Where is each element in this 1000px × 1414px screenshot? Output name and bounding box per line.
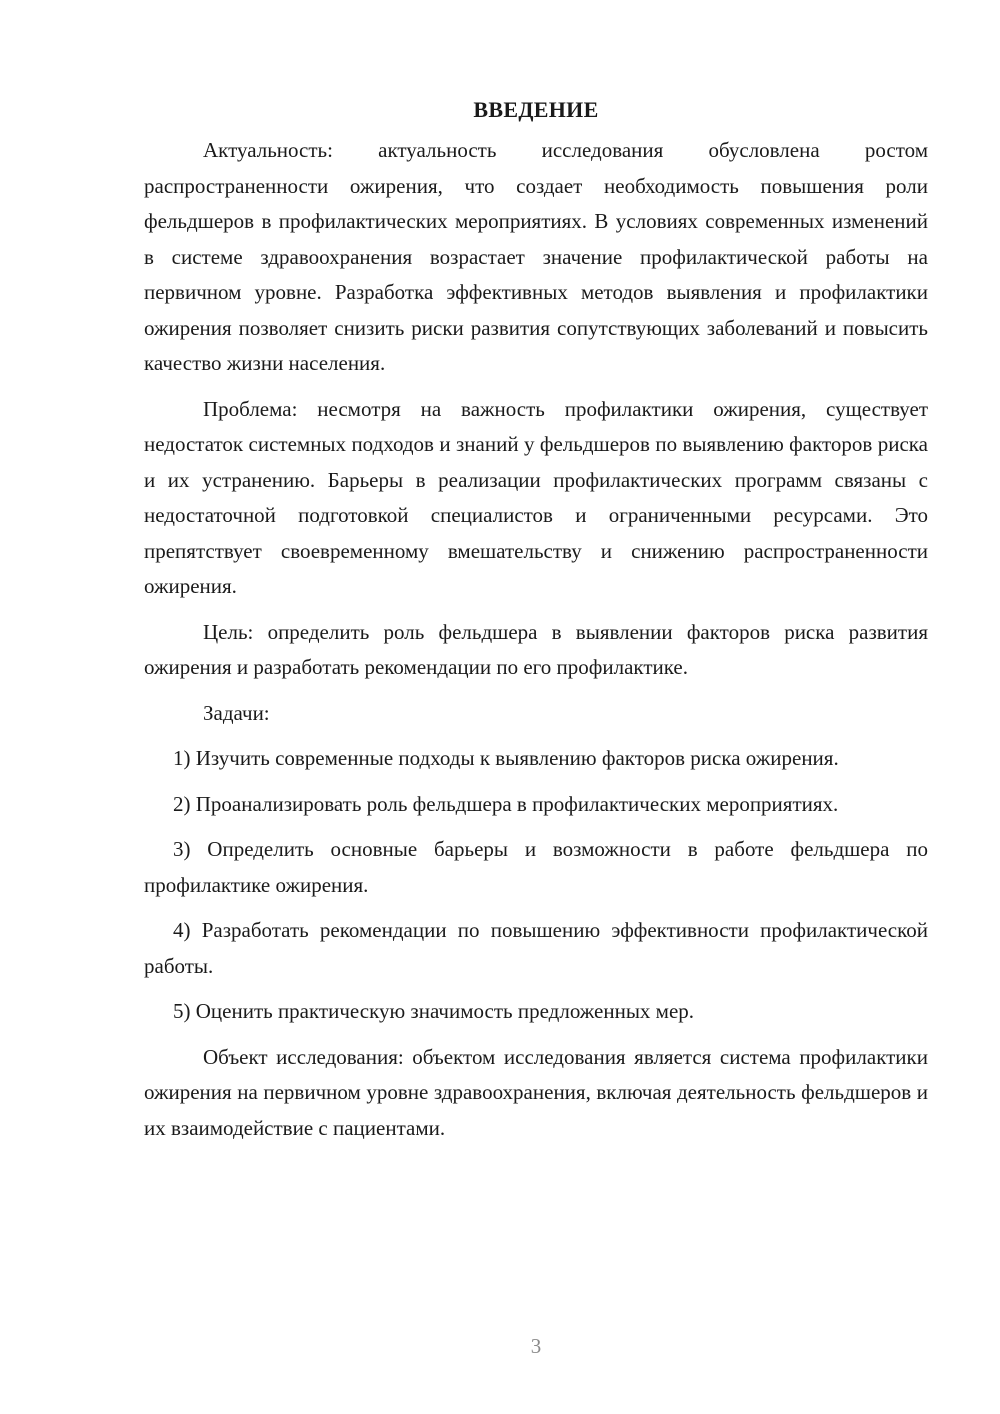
page-number: 3 (530, 1334, 542, 1358)
problem-paragraph: Проблема: несмотря на важность профилактики ожирения, существует недостаток системных подходов и знаний у фельдшеров по выявлению факторов риска и их устранению. Барьеры в реализации профилактических программ связаны с недостаточной подготовкой специалистов и ограниченными ресурсами. Это препятствует своевременному вмешательству и снижению распространенности ожирения. (144, 396, 928, 598)
section-title: ВВЕДЕНИЕ (473, 97, 599, 122)
relevance-paragraph: Актуальность: актуальность исследования обусловлена ростом распространенности ожирения, что создает необходимость повышения роли фельдшеров в профилактических мероприятиях. В условиях современных изменений в системе здравоохранения возрастает значение профилактической работы на первичном уровне. Разработка эффективных методов выявления и профилактики ожирения позволяет снизить риски развития сопутствующих заболеваний и повысить качество жизни населения. (144, 138, 928, 375)
task-item: 4) Разработать рекомендации по повышению эффективности профилактической работы. (144, 918, 928, 978)
tasks-heading: Задачи: (203, 700, 270, 725)
goal-paragraph: Цель: определить роль фельдшера в выявлении факторов риска развития ожирения и разработать рекомендации по его профилактике. (144, 619, 928, 679)
task-item: 3) Определить основные барьеры и возможности в работе фельдшера по профилактике ожирения. (144, 837, 928, 897)
task-item: 2) Проанализировать роль фельдшера в профилактических мероприятиях. (173, 791, 839, 816)
task-item: 5) Оценить практическую значимость предложенных мер. (173, 999, 695, 1023)
document-page (144, 92, 928, 1156)
task-item: 1) Изучить современные подходы к выявлению факторов риска ожирения. (173, 746, 839, 770)
object-paragraph: Объект исследования: объектом исследования является система профилактики ожирения на первичном уровне здравоохранения, включая деятельность фельдшеров и их взаимодействие с пациентами. (144, 1044, 928, 1140)
